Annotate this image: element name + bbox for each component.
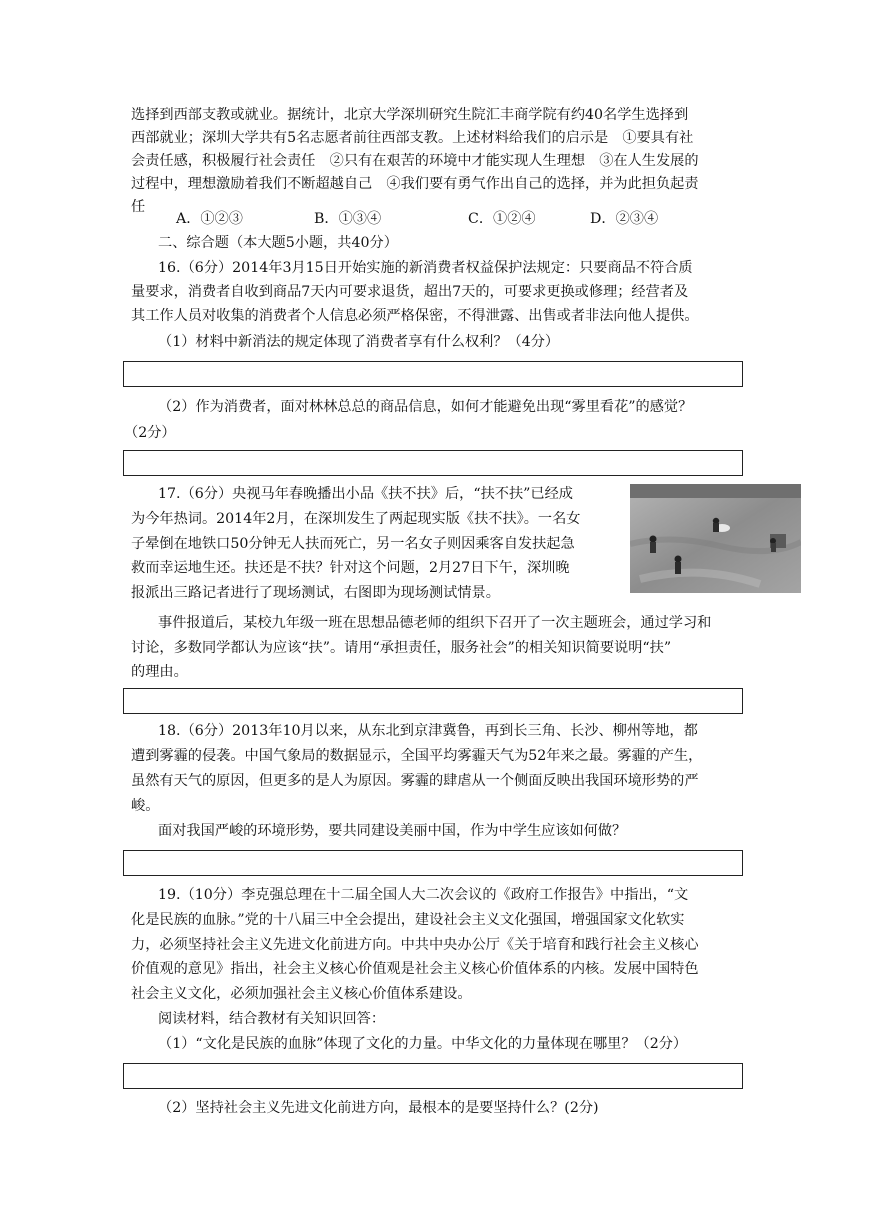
q18-line-3: 虽然有天气的原因，但更多的是人为原因。雾霾的肆虐从一个侧面反映出我国环境形势的严	[131, 773, 699, 789]
q16-sub2-answer-box[interactable]	[123, 450, 743, 476]
q19-line-5: 社会主义文化，必须加强社会主义核心价值体系建设。	[131, 986, 472, 1002]
q17-question-line-3: 的理由。	[131, 664, 188, 680]
q15-line-1: 选择到西部支教或就业。据统计，北京大学深圳研究生院汇丰商学院有约40名学生选择到	[131, 107, 689, 123]
q15-option-a: A．①②③	[176, 211, 243, 227]
scene-photo-illustration	[630, 484, 801, 593]
q18-line-2: 遭到雾霾的侵袭。中国气象局的数据显示，全国平均雾霾天气为52年来之最。雾霾的产生，	[131, 748, 703, 764]
q16-sub2-line-1: （2）作为消费者，面对林林总总的商品信息，如何才能避免出现“雾里看花”的感觉？	[158, 399, 693, 415]
q17-question-line-2: 讨论，多数同学都认为应该“扶”。请用“承担责任，服务社会”的相关知识简要说明“扶”	[131, 640, 672, 656]
q16-line-3: 其工作人员对收集的消费者个人信息必须严格保密，不得泄露、出售或者非法向他人提供。	[131, 308, 699, 324]
q18-answer-box[interactable]	[123, 850, 743, 876]
q15-line-5: 任	[131, 199, 146, 215]
q16-line-1: 16.（6分）2014年3月15日开始实施的新消费者权益保护法规定：只要商品不符合质	[158, 260, 693, 276]
q18-question: 面对我国严峻的环境形势，要共同建设美丽中国，作为中学生应该如何做？	[158, 823, 627, 839]
q16-line-2: 量要求，消费者自收到商品7天内可要求退货，超出7天的，可要求更换或修理；经营者及	[131, 284, 689, 300]
q16-sub2-line-2: （2分）	[124, 425, 176, 441]
q17-line-5: 报派出三路记者进行了现场测试，右图即为现场测试情景。	[131, 585, 500, 601]
q15-option-d: D．②③④	[590, 211, 659, 227]
section-2-title: 二、综合题（本大题5小题，共40分）	[158, 235, 398, 251]
q17-line-3: 子晕倒在地铁口50分钟无人扶而死亡，另一名女子则因乘客自发扶起急	[131, 536, 575, 552]
q16-sub1: （1）材料中新消法的规定体现了消费者享有什么权利？（4分）	[158, 334, 560, 350]
q19-sub1-answer-box[interactable]	[123, 1063, 743, 1089]
q15-option-c: C．①②④	[468, 211, 536, 227]
q16-sub1-answer-box[interactable]	[123, 361, 743, 387]
q17-question-line-1: 事件报道后，某校九年级一班在思想品德老师的组织下召开了一次主题班会，通过学习和	[158, 615, 712, 631]
scene-photo	[630, 484, 801, 593]
q19-line-4: 价值观的意见》指出，社会主义核心价值观是社会主义核心价值体系的内核。发展中国特色	[131, 961, 699, 977]
q17-line-1: 17.（6分）央视马年春晚播出小品《扶不扶》后，“扶不扶”已经成	[158, 486, 573, 502]
q15-line-2: 西部就业；深圳大学共有5名志愿者前往西部支教。上述材料给我们的启示是 ①要具有社	[131, 130, 694, 146]
q17-line-4: 救而幸运地生还。扶还是不扶？针对这个问题，2月27日下午，深圳晚	[131, 560, 570, 576]
q15-option-b: B．①③④	[314, 211, 382, 227]
q17-line-2: 为今年热词。2014年2月，在深圳发生了两起现实版《扶不扶》。一名女	[131, 511, 581, 527]
q19-line-2: 化是民族的血脉。”党的十八届三中全会提出，建设社会主义文化强国，增强国家文化软实	[131, 912, 685, 928]
q19-sub1: （1）“文化是民族的血脉”体现了文化的力量。中华文化的力量体现在哪里？（2分）	[158, 1036, 688, 1052]
q19-instruction: 阅读材料，结合教材有关知识回答：	[158, 1011, 386, 1027]
q19-line-3: 力，必须坚持社会主义先进文化前进方向。中共中央办公厅《关于培育和践行社会主义核心	[131, 937, 699, 953]
q19-line-1: 19.（10分）李克强总理在十二届全国人大二次会议的《政府工作报告》中指出，“文	[158, 887, 689, 903]
q18-line-1: 18.（6分）2013年10月以来，从东北到京津冀鲁，再到长三角、长沙、柳州等地，都	[158, 723, 698, 739]
q15-line-4: 过程中，理想激励着我们不断超越自己 ④我们要有勇气作出自己的选择，并为此担负起责	[131, 176, 699, 192]
q17-answer-box[interactable]	[123, 688, 743, 714]
q19-sub2: （2）坚持社会主义先进文化前进方向，最根本的是要坚持什么？(2分)	[158, 1100, 599, 1116]
q18-line-4: 峻。	[131, 798, 160, 814]
q15-line-3: 会责任感，积极履行社会责任 ②只有在艰苦的环境中才能实现人生理想 ③在人生发展的	[131, 153, 699, 169]
